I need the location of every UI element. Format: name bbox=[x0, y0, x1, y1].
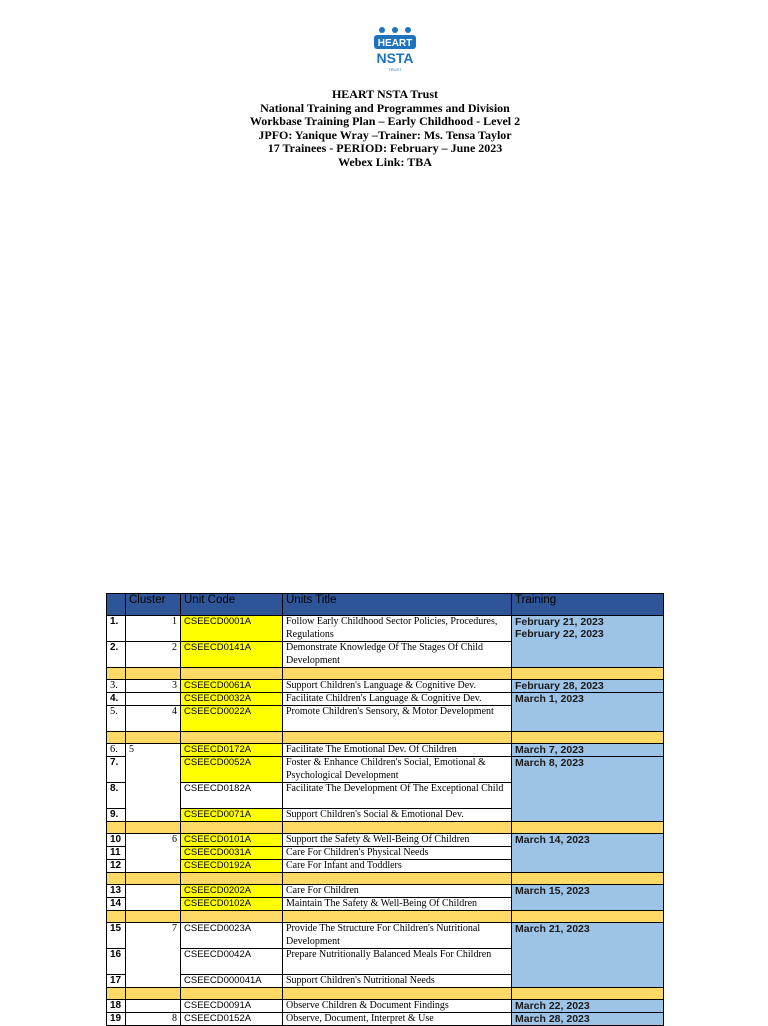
header-line-staff: JPFO: Yanique Wray –Trainer: Ms. Tensa Taylor bbox=[258, 127, 512, 142]
training-date: February 21, 2023 bbox=[515, 616, 604, 628]
row-unit-code: CSEECD0023A bbox=[181, 923, 283, 949]
row-unit-code: CSEECD0152A bbox=[181, 1013, 283, 1026]
row-number: 4. bbox=[107, 693, 126, 706]
row-unit-code: CSEECD0192A bbox=[181, 860, 283, 873]
row-cluster: 3 bbox=[126, 680, 181, 693]
logo-top-text: HEART bbox=[377, 38, 413, 49]
row-cluster: 7 bbox=[126, 923, 181, 988]
table-header-row bbox=[107, 594, 664, 616]
header-line-plan: Workbase Training Plan – Early Childhood - Level 2 bbox=[249, 114, 521, 128]
logo-sub-text: TRUST bbox=[388, 67, 402, 72]
col-header-units-title: Units Title bbox=[283, 594, 512, 616]
table-row bbox=[107, 923, 664, 949]
heart-nsta-logo bbox=[372, 25, 418, 73]
row-unit-title: Care For Children bbox=[283, 885, 512, 898]
row-unit-title: Demonstrate Knowledge Of The Stages Of Child Development bbox=[283, 642, 512, 668]
row-unit-title: Support Children's Nutritional Needs bbox=[283, 975, 512, 988]
row-number: 17 bbox=[107, 975, 126, 988]
row-unit-title: Support Children's Language & Cognitive Dev. bbox=[283, 680, 512, 693]
row-number: 14 bbox=[107, 898, 126, 911]
col-header-training: Training bbox=[512, 594, 664, 616]
row-number: 13 bbox=[107, 885, 126, 898]
row-unit-code: CSEECD0042A bbox=[181, 949, 283, 975]
row-cluster bbox=[126, 1000, 181, 1013]
row-training-date: March 7, 2023 bbox=[512, 744, 664, 757]
table-row bbox=[107, 885, 664, 898]
separator-row bbox=[107, 822, 664, 834]
row-unit-title: Maintain The Safety & Well-Being Of Children bbox=[283, 898, 512, 911]
row-number: 16 bbox=[107, 949, 126, 975]
separator-row bbox=[107, 873, 664, 885]
table-row bbox=[107, 693, 664, 706]
row-unit-code: CSEECD0101A bbox=[181, 834, 283, 847]
row-training-date: March 22, 2023 bbox=[512, 1000, 664, 1013]
table-row bbox=[107, 616, 664, 642]
row-cluster: 1 bbox=[126, 616, 181, 642]
row-unit-title: Foster & Enhance Children's Social, Emotional & Psychological Development bbox=[283, 757, 512, 783]
row-training-date: March 1, 2023 bbox=[512, 693, 664, 732]
row-training-date: March 28, 2023 bbox=[512, 1013, 664, 1026]
row-cluster: 4 bbox=[126, 706, 181, 732]
row-unit-code: CSEECD0001A bbox=[181, 616, 283, 642]
row-unit-title: Promote Children's Sensory, & Motor Development bbox=[283, 706, 512, 732]
separator-row bbox=[107, 911, 664, 923]
row-unit-code: CSEECD0091A bbox=[181, 1000, 283, 1013]
row-training-date: March 21, 2023 bbox=[512, 923, 664, 988]
row-training-date: March 15, 2023 bbox=[512, 885, 664, 911]
row-unit-code: CSEECD0102A bbox=[181, 898, 283, 911]
row-cluster: 2 bbox=[126, 642, 181, 668]
row-number: 10 bbox=[107, 834, 126, 847]
table-row bbox=[107, 1000, 664, 1013]
row-unit-title: Care For Children's Physical Needs bbox=[283, 847, 512, 860]
row-unit-title: Observe, Document, Interpret & Use bbox=[283, 1013, 512, 1026]
logo-bottom-text: NSTA bbox=[376, 50, 414, 66]
col-header-number bbox=[107, 594, 126, 616]
row-number: 3. bbox=[107, 680, 126, 693]
row-unit-title: Facilitate The Development Of The Exceptional Child bbox=[283, 783, 512, 809]
row-cluster bbox=[126, 885, 181, 911]
row-number: 6. bbox=[107, 744, 126, 757]
row-unit-code: CSEECD0182A bbox=[181, 783, 283, 809]
row-number: 18 bbox=[107, 1000, 126, 1013]
row-unit-code: CSEECD0022A bbox=[181, 706, 283, 732]
header-line-link: Webex Link: TBA bbox=[338, 154, 432, 169]
row-unit-code: CSEECD000041A bbox=[181, 975, 283, 988]
row-unit-title: Support Children's Social & Emotional Dev. bbox=[283, 809, 512, 822]
row-unit-code: CSEECD0061A bbox=[181, 680, 283, 693]
row-training-date bbox=[512, 616, 664, 668]
separator-row bbox=[107, 988, 664, 1000]
row-unit-code: CSEECD0052A bbox=[181, 757, 283, 783]
row-unit-code: CSEECD0031A bbox=[181, 847, 283, 860]
table-row bbox=[107, 744, 664, 757]
row-unit-title: Prepare Nutritionally Balanced Meals For Children bbox=[283, 949, 512, 975]
row-number: 7. bbox=[107, 757, 126, 783]
row-training-date: February 28, 2023 bbox=[512, 680, 664, 693]
row-unit-code: CSEECD0141A bbox=[181, 642, 283, 668]
row-training-date: March 14, 2023 bbox=[512, 834, 664, 873]
header-line-division: National Training and Programmes and Division bbox=[260, 100, 510, 115]
col-header-cluster: Cluster bbox=[126, 594, 181, 616]
row-unit-code: CSEECD0032A bbox=[181, 693, 283, 706]
row-number: 8. bbox=[107, 783, 126, 809]
row-unit-title: Facilitate Children's Language & Cognitive Dev. bbox=[283, 693, 512, 706]
training-date: February 22, 2023 bbox=[515, 628, 604, 640]
row-unit-title: Observe Children & Document Findings bbox=[283, 1000, 512, 1013]
row-number: 15 bbox=[107, 923, 126, 949]
row-cluster bbox=[126, 693, 181, 706]
col-header-unit-code: Unit Code bbox=[181, 594, 283, 616]
table-row bbox=[107, 834, 664, 847]
row-number: 5. bbox=[107, 706, 126, 732]
row-unit-title: Provide The Structure For Children's Nutritional Development bbox=[283, 923, 512, 949]
header-line-org: HEART NSTA Trust bbox=[331, 87, 439, 101]
row-number: 19 bbox=[107, 1013, 126, 1026]
table-row bbox=[107, 680, 664, 693]
row-unit-code: CSEECD0172A bbox=[181, 744, 283, 757]
row-number: 2. bbox=[107, 642, 126, 668]
row-number: 1. bbox=[107, 616, 126, 642]
header-line-period: 17 Trainees - PERIOD: February – June 2023 bbox=[267, 141, 503, 155]
row-unit-code: CSEECD0202A bbox=[181, 885, 283, 898]
row-cluster: 6 bbox=[126, 834, 181, 873]
row-number: 9. bbox=[107, 809, 126, 822]
row-unit-title: Care For Infant and Toddlers bbox=[283, 860, 512, 873]
row-number: 11 bbox=[107, 847, 126, 860]
row-cluster: 8 bbox=[126, 1013, 181, 1026]
row-unit-title: Follow Early Childhood Sector Policies, Procedures, Regulations bbox=[283, 616, 512, 642]
document-header bbox=[0, 88, 768, 169]
row-training-date: March 8, 2023 bbox=[512, 757, 664, 822]
separator-row bbox=[107, 668, 664, 680]
row-unit-title: Support the Safety & Well-Being Of Children bbox=[283, 834, 512, 847]
row-cluster: 5 bbox=[126, 744, 181, 822]
training-plan-table bbox=[106, 593, 664, 1026]
row-unit-title: Facilitate The Emotional Dev. Of Children bbox=[283, 744, 512, 757]
heart-nsta-logo-graphic bbox=[372, 25, 418, 73]
row-number: 12 bbox=[107, 860, 126, 873]
separator-row bbox=[107, 732, 664, 744]
row-unit-code: CSEECD0071A bbox=[181, 809, 283, 822]
table-row bbox=[107, 757, 664, 783]
